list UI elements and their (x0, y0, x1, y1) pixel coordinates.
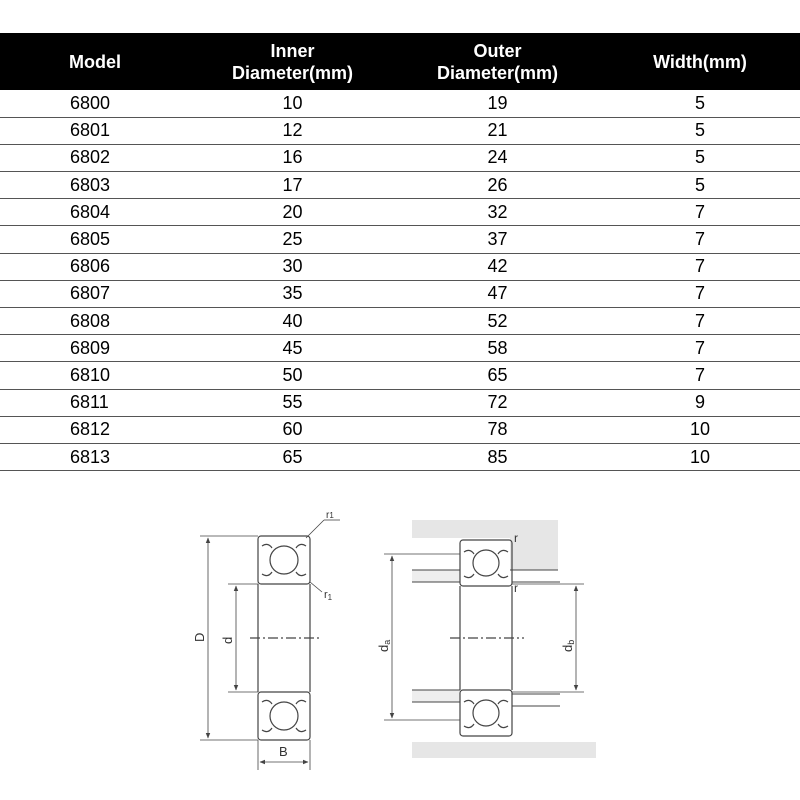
header-model-text: Model (69, 51, 121, 72)
left-bearing-section (200, 520, 340, 770)
left-bottom-ball (270, 702, 298, 730)
table-row (0, 416, 800, 443)
cell-inner-diameter: 60 (190, 416, 395, 443)
cell-width: 5 (600, 90, 800, 117)
right-housing-bottom (412, 742, 596, 758)
right-label-da-sub: a (382, 639, 392, 645)
header-width (600, 33, 800, 90)
table-row (0, 362, 800, 389)
left-top-seal (262, 544, 306, 575)
cell-width: 7 (600, 253, 800, 280)
cell-model: 6812 (0, 416, 190, 443)
cell-model: 6807 (0, 280, 190, 307)
right-bottom-ring (460, 690, 512, 736)
cell-inner-diameter: 55 (190, 389, 395, 416)
cell-outer-diameter: 72 (395, 389, 600, 416)
header-inner-diameter (190, 33, 395, 90)
cell-inner-diameter: 16 (190, 144, 395, 171)
table-row (0, 90, 800, 117)
cell-width: 5 (600, 172, 800, 199)
cell-model: 6810 (0, 362, 190, 389)
cell-model: 6808 (0, 308, 190, 335)
cell-inner-diameter: 12 (190, 117, 395, 144)
table-header (0, 33, 800, 90)
cell-outer-diameter: 32 (395, 199, 600, 226)
right-top-ball (473, 550, 499, 576)
cell-outer-diameter: 52 (395, 308, 600, 335)
cell-outer-diameter: 26 (395, 172, 600, 199)
table-row (0, 443, 800, 470)
right-label-db-main: d (560, 644, 575, 652)
table-row (0, 308, 800, 335)
cell-inner-diameter: 10 (190, 90, 395, 117)
cell-inner-diameter: 35 (190, 280, 395, 307)
header-outer-line1: Outer (473, 40, 522, 61)
left-label-r1-main: r (324, 589, 328, 601)
right-label-db-sub: b (566, 639, 576, 645)
table-row (0, 144, 800, 171)
table-row (0, 253, 800, 280)
left-bottom-seal (262, 700, 306, 731)
header-model (0, 33, 190, 90)
right-housing-top (412, 520, 558, 570)
cell-outer-diameter: 65 (395, 362, 600, 389)
right-shaft-band-bottom (412, 690, 460, 702)
left-label-r-top (326, 510, 334, 521)
cell-inner-diameter: 20 (190, 199, 395, 226)
cell-width: 10 (600, 416, 800, 443)
left-label-r-top-sub: 1 (329, 511, 334, 520)
header-width-text: Width(mm) (653, 51, 747, 72)
left-top-ball (270, 546, 298, 574)
cell-outer-diameter: 21 (395, 117, 600, 144)
table-row (0, 117, 800, 144)
cell-outer-diameter: 58 (395, 335, 600, 362)
header-inner-line1: Inner (270, 40, 315, 61)
cell-width: 7 (600, 335, 800, 362)
left-r1-leader (310, 582, 322, 592)
cell-width: 9 (600, 389, 800, 416)
cell-width: 7 (600, 362, 800, 389)
cell-outer-diameter: 37 (395, 226, 600, 253)
table-row (0, 199, 800, 226)
cell-width: 7 (600, 308, 800, 335)
cell-model: 6811 (0, 389, 190, 416)
cell-width: 10 (600, 443, 800, 470)
cell-inner-diameter: 65 (190, 443, 395, 470)
left-bottom-ring (258, 692, 310, 740)
left-label-r1 (324, 589, 333, 602)
left-label-r-top-main: r (326, 510, 330, 521)
cell-inner-diameter: 45 (190, 335, 395, 362)
cell-inner-diameter: 25 (190, 226, 395, 253)
cell-inner-diameter: 40 (190, 308, 395, 335)
cell-outer-diameter: 42 (395, 253, 600, 280)
bearing-dimension-diagram (0, 480, 800, 800)
cell-model: 6813 (0, 443, 190, 470)
right-bottom-ball (473, 700, 499, 726)
cell-model: 6805 (0, 226, 190, 253)
header-inner-line2: Diameter(mm) (231, 62, 354, 83)
cell-model: 6804 (0, 199, 190, 226)
cell-model: 6806 (0, 253, 190, 280)
left-label-D: D (192, 632, 207, 642)
cell-model: 6800 (0, 90, 190, 117)
right-top-ring (460, 540, 512, 586)
cell-width: 7 (600, 226, 800, 253)
right-mounting-section (412, 520, 596, 758)
right-label-r-top: r (514, 531, 518, 545)
right-label-da (376, 640, 392, 652)
table-row (0, 280, 800, 307)
cell-width: 5 (600, 117, 800, 144)
header-row (0, 33, 800, 90)
cell-outer-diameter: 24 (395, 144, 600, 171)
header-outer-line2: Diameter(mm) (436, 62, 559, 83)
left-label-r1-sub: 1 (327, 593, 333, 602)
left-r-top-leader (306, 520, 324, 538)
cell-width: 5 (600, 144, 800, 171)
cell-model: 6802 (0, 144, 190, 171)
table-row (0, 335, 800, 362)
cell-outer-diameter: 47 (395, 280, 600, 307)
cell-model: 6801 (0, 117, 190, 144)
cell-outer-diameter: 85 (395, 443, 600, 470)
right-label-db (560, 640, 576, 652)
table-body (0, 90, 800, 471)
right-bottom-seal (464, 700, 508, 727)
cell-width: 7 (600, 280, 800, 307)
cell-inner-diameter: 30 (190, 253, 395, 280)
right-label-r-mid: r (514, 581, 518, 595)
table-row (0, 389, 800, 416)
cell-model: 6803 (0, 172, 190, 199)
cell-model: 6809 (0, 335, 190, 362)
cell-width: 7 (600, 199, 800, 226)
right-shaft-band-top (412, 570, 460, 582)
cell-outer-diameter: 78 (395, 416, 600, 443)
bearing-spec-table (0, 33, 800, 471)
left-label-d: d (220, 636, 235, 644)
right-label-da-main: d (376, 644, 391, 652)
left-label-B: B (279, 744, 288, 759)
cell-outer-diameter: 19 (395, 90, 600, 117)
left-top-ring (258, 536, 310, 584)
table-row (0, 172, 800, 199)
header-outer-diameter (395, 33, 600, 90)
cell-inner-diameter: 17 (190, 172, 395, 199)
table-row (0, 226, 800, 253)
cell-inner-diameter: 50 (190, 362, 395, 389)
right-top-seal (464, 550, 508, 577)
